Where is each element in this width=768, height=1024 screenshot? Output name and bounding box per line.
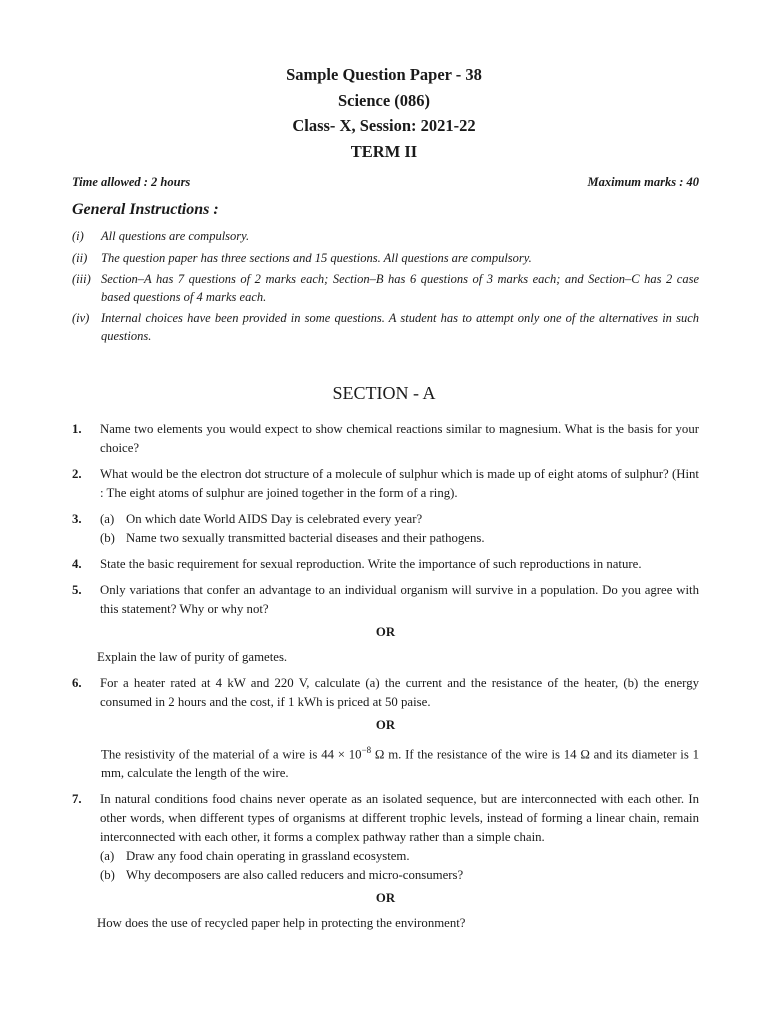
question-number: 1.: [72, 422, 82, 436]
question-4: [72, 555, 699, 574]
question-1: [72, 420, 699, 458]
instruction-item: [72, 310, 699, 345]
section-a-questions: [72, 420, 699, 940]
maximum-marks: Maximum marks : 40: [587, 175, 699, 189]
exponent: −8: [361, 745, 372, 755]
question-number: 7.: [72, 792, 82, 807]
question-body: [100, 790, 699, 885]
question-text: For a heater rated at 4 kW and 220 V, calculate (a) the current and the resistance of the heater, (b) the energy consumed in 2 hours and the cost, if 1 kWh is priced at 50 paise.: [100, 676, 699, 709]
sub-text: Draw any food chain operating in grassland ecosystem.: [126, 849, 410, 864]
instruction-text: Section–A has 7 questions of 2 marks each; Section–B has 6 questions of 3 marks each; and Section–C has 2 case based questions of 4 marks each.: [101, 272, 699, 304]
instruction-text: All questions are compulsory.: [101, 229, 250, 243]
question-7-alternative: How does the use of recycled paper help in protecting the environment?: [97, 916, 466, 931]
question-6-alternative: [101, 741, 699, 783]
question-number: 6.: [72, 676, 82, 690]
question-body: [100, 510, 699, 548]
or-divider: OR: [375, 718, 396, 732]
sub-question-b: [100, 529, 699, 548]
general-instructions-title: General Instructions :: [72, 201, 219, 218]
question-text: Name two elements you would expect to show chemical reactions similar to magnesium. What is the basis for your choice?: [100, 422, 699, 455]
or-divider: OR: [375, 625, 396, 639]
question-text: In natural conditions food chains never operate as an isolated sequence, but are interconnected with each other. In other words, when different types of organisms at different trophic levels, instead of forming a linear chain, remain interconnected with each other, it forms a complex pathway rather than a simple chain.: [100, 792, 699, 845]
question-number: 2.: [72, 467, 82, 481]
sub-label: (a): [100, 849, 115, 864]
question-5-alternative: Explain the law of purity of gametes.: [97, 650, 288, 664]
question-5: [72, 581, 699, 619]
section-a-heading: SECTION - A: [332, 383, 436, 403]
alt-text-part2: Ω m. If the resistance of the wire is 14 Ω and its diameter is 1 mm, calculate the length of the wire.: [101, 747, 699, 781]
paper-title: Sample Question Paper - 38: [286, 65, 482, 84]
sub-text: On which date World AIDS Day is celebrated every year?: [126, 512, 423, 526]
sub-text: Why decomposers are also called reducers and micro-consumers?: [126, 868, 464, 883]
question-2: [72, 465, 699, 503]
instruction-number: (ii): [72, 250, 88, 265]
sub-text: Name two sexually transmitted bacterial diseases and their pathogens.: [126, 531, 485, 545]
question-text: What would be the electron dot structure of a molecule of sulphur which is made up of eight atoms of sulphur? (Hint : The eight atoms of sulphur are joined together in the form of a ring).: [100, 467, 699, 500]
subject-title: Science (086): [337, 90, 431, 110]
question-number: 4.: [72, 557, 82, 571]
sub-question-b: [100, 866, 699, 885]
alt-text-part1: The resistivity of the material of a wire is 44 × 10: [101, 747, 362, 762]
sub-label: (a): [100, 512, 115, 526]
general-instructions-list: [72, 228, 699, 349]
paper-title-block: [0, 62, 768, 164]
question-7: [72, 790, 699, 885]
question-text: Only variations that confer an advantage to an individual organism will survive in a population. Do you agree with this statement? Why or why not?: [100, 583, 699, 616]
sub-question-a: [100, 510, 699, 529]
class-session-title: Class- X, Session: 2021-22: [292, 116, 476, 135]
instruction-item: [72, 250, 699, 268]
question-6: [72, 674, 699, 712]
instruction-text: Internal choices have been provided in some questions. A student has to attempt only one of the alternatives in such questions.: [101, 311, 699, 343]
sub-label: (b): [100, 868, 115, 883]
instruction-item: [72, 271, 699, 306]
instruction-number: (iii): [72, 272, 91, 286]
question-number: 3.: [72, 512, 82, 526]
question-text: State the basic requirement for sexual reproduction. Write the importance of such reproductions in nature.: [100, 557, 642, 571]
sub-question-a: [100, 847, 699, 866]
instruction-number: (iv): [72, 311, 90, 325]
instruction-item: [72, 228, 699, 246]
question-number: 5.: [72, 583, 82, 597]
time-allowed: Time allowed : 2 hours: [72, 175, 191, 189]
instruction-text: The question paper has three sections and 15 questions. All questions are compulsory.: [101, 250, 532, 265]
instruction-number: (i): [72, 229, 84, 243]
meta-row: [72, 175, 699, 190]
or-divider: OR: [375, 891, 396, 906]
term-title: TERM II: [350, 141, 418, 161]
sub-label: (b): [100, 531, 115, 545]
question-3: [72, 510, 699, 548]
